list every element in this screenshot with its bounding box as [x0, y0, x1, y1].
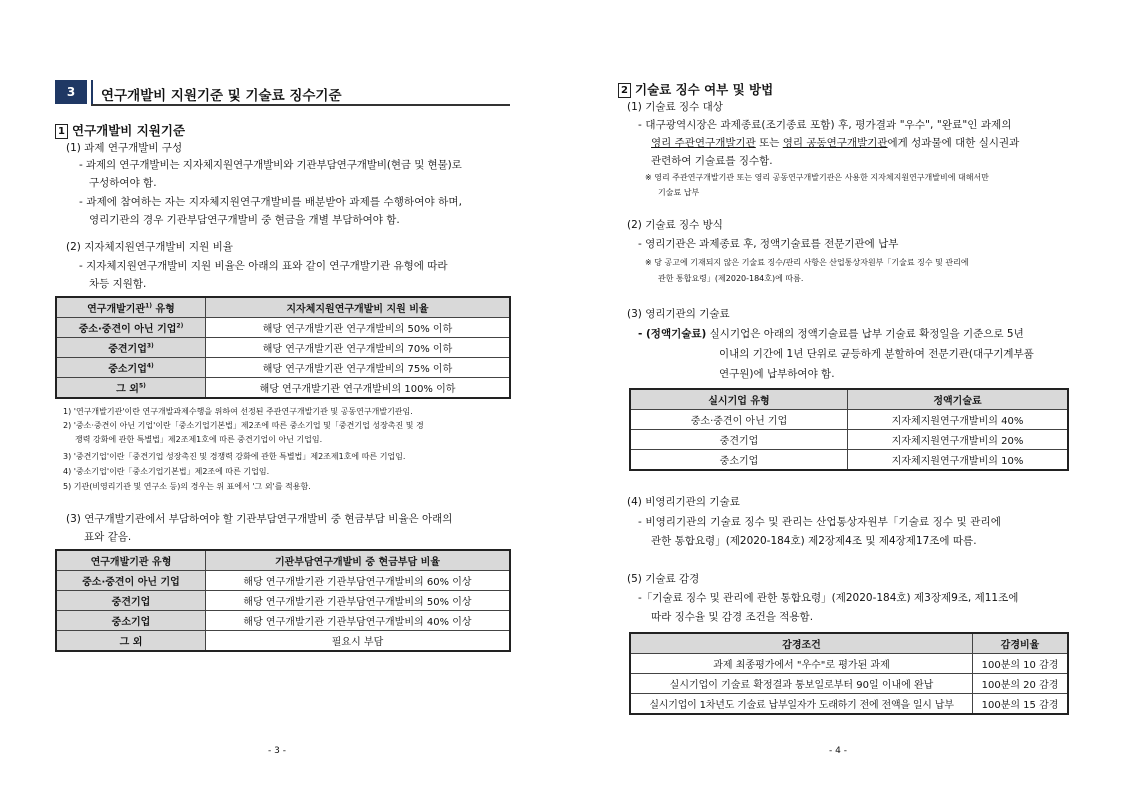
table1-cell-type: 중소기업$^{4)}$ [56, 358, 206, 378]
table-row [56, 611, 510, 631]
table3-cell-fee: 지자체지원연구개발비의 10% [848, 450, 1069, 471]
subsection-1-number: 1 [55, 124, 68, 139]
table1-cell-type: 중견기업$^{3)}$ [56, 338, 206, 358]
section-underline [91, 104, 510, 106]
p3-heading-line2: 표와 같음. [84, 531, 132, 543]
section-title: 연구개발비 지원기준 및 기술료 징수기준 [101, 88, 342, 104]
table-row [56, 358, 510, 378]
q1-bullet-line3: 관련하여 기술료를 징수함. [651, 155, 773, 167]
q4-bullet-line1: - 비영리기관의 기술료 징수 및 관리는 산업통상자원부「기술료 징수 및 관리에 [638, 516, 1001, 528]
table2-cell-rate: 해당 연구개발기관 기관부담연구개발비의 50% 이상 [206, 591, 511, 611]
footnote-2-line1: 2) '중소·중견이 아닌 기업'이란「중소기업기본법」제2조에 따른 중소기업 및「중견기업 성장촉진 및 경 [63, 421, 424, 430]
table1-cell-rate: 해당 연구개발기관 연구개발비의 75% 이하 [206, 358, 511, 378]
table-row [630, 430, 1068, 450]
p1-bullet2-line1: - 과제에 참여하는 자는 지자체지원연구개발비를 배분받아 과제를 수행하여야 하며, [79, 196, 463, 208]
q2-note-line2: 관한 통합요령」(제2020-184호)에 따름. [658, 274, 804, 283]
footnote-5: 5) 기관(비영리기관 및 연구소 등)의 경우는 위 표에서 '그 외'를 적용함. [63, 482, 311, 491]
q4-bullet-line2: 관한 통합요령」(제2020-184호) 제2장제4조 및 제4장제17조에 따름. [651, 535, 977, 547]
page-4 [561, 0, 1123, 793]
table3-cell-type: 중견기업 [630, 430, 848, 450]
section-bar [91, 80, 93, 106]
q4-heading: (4) 비영리기관의 기술료 [627, 496, 740, 508]
table2-header-type: 연구개발기관 유형 [56, 550, 206, 571]
page-number: - 3 - [268, 746, 286, 756]
subsection-1-heading [55, 121, 185, 139]
footnote-2-line2: 쟁력 강화에 관한 특별법」제2조제1호에 따른 중견기업이 아닌 기업임. [75, 435, 323, 444]
q1-bullet-line2: 영리 주관연구개발기관 또는 영리 공동연구개발기관에게 성과물에 대한 실시권과 [651, 137, 1020, 149]
subsection-2-title: 기술료 징수 여부 및 방법 [635, 82, 774, 97]
table1-header-rate: 지자체지원연구개발비 지원 비율 [206, 297, 511, 318]
q1-note-line2: 기술료 납부 [658, 188, 700, 197]
table-row [56, 318, 510, 338]
footnote-4: 4) '중소기업'이란「중소기업기본법」제2조에 따른 기업임. [63, 467, 270, 476]
page-3 [0, 0, 561, 793]
subsection-2-number: 2 [618, 83, 631, 98]
table1-cell-rate: 해당 연구개발기관 연구개발비의 50% 이하 [206, 318, 511, 338]
q1-bullet-line1: - 대구광역시장은 과제종료(조기종료 포함) 후, 평가결과 "우수", "완료"인 과제의 [638, 119, 1012, 131]
table1-header-type: 연구개발기관$^{1)}$ 유형 [56, 297, 206, 318]
table-row [630, 450, 1068, 471]
q5-bullet-line2: 따라 징수율 및 감경 조건을 적용함. [651, 611, 814, 623]
q3-heading: (3) 영리기관의 기술료 [627, 308, 730, 320]
table2-cell-rate: 필요시 부담 [206, 631, 511, 652]
cash-ratio-table [55, 549, 511, 652]
table1-cell-rate: 해당 연구개발기관 연구개발비의 100% 이하 [206, 378, 511, 399]
q3-bullet-line2: 이내의 기간에 1년 단위로 균등하게 분할하여 전문기관(대구기계부품 [719, 348, 1034, 360]
table2-header-rate: 기관부담연구개발비 중 현금부담 비율 [206, 550, 511, 571]
footnote-1: 1) '연구개발기관'이란 연구개발과제수행을 위하여 선정된 주관연구개발기관 및 공동연구개발기관임. [63, 407, 413, 416]
table2-cell-type: 중소·중견이 아닌 기업 [56, 571, 206, 591]
table2-cell-rate: 해당 연구개발기관 기관부담연구개발비의 60% 이상 [206, 571, 511, 591]
table-row [56, 571, 510, 591]
reduction-table [629, 632, 1069, 715]
table-row [630, 654, 1068, 674]
table4-header-ratio: 감경비율 [973, 633, 1069, 654]
table3-header-fee: 정액기술료 [848, 389, 1069, 410]
table4-cell-ratio: 100분의 10 감경 [973, 654, 1069, 674]
table3-header-type: 실시기업 유형 [630, 389, 848, 410]
support-ratio-table [55, 296, 511, 399]
p1-bullet1-line2: 구성하여야 함. [89, 177, 157, 189]
q1-heading: (1) 기술료 징수 대상 [627, 101, 723, 113]
fee-table [629, 388, 1069, 471]
q2-heading: (2) 기술료 징수 방식 [627, 219, 723, 231]
table3-cell-fee: 지자체지원연구개발비의 40% [848, 410, 1069, 430]
table2-cell-type: 그 외 [56, 631, 206, 652]
p1-heading: (1) 과제 연구개발비 구성 [66, 142, 183, 154]
table3-cell-fee: 지자체지원연구개발비의 20% [848, 430, 1069, 450]
p1-bullet2-line2: 영리기관의 경우 기관부담연구개발비 중 현금을 개별 부담하여야 함. [89, 214, 400, 226]
table1-cell-rate: 해당 연구개발기관 연구개발비의 70% 이하 [206, 338, 511, 358]
subsection-1-title: 연구개발비 지원기준 [72, 123, 186, 138]
p3-heading-line1: (3) 연구개발기관에서 부담하여야 할 기관부담연구개발비 중 현금부담 비율은 아래의 [66, 513, 453, 525]
table-row [630, 694, 1068, 715]
table-row [56, 591, 510, 611]
table2-cell-type: 중소기업 [56, 611, 206, 631]
table-row [56, 631, 510, 652]
q2-note-line1: ※ 당 공고에 기재되지 않은 기술료 징수/관리 사항은 산업통상자원부「기술료 징수 및 관리에 [645, 258, 969, 267]
table-row [56, 378, 510, 399]
p2-bullet1-line2: 차등 지원함. [89, 278, 147, 290]
table4-cell-cond: 실시기업이 1차년도 기술료 납부일자가 도래하기 전에 전액을 일시 납부 [630, 694, 973, 715]
q3-bullet-line1: - (정액기술료) 실시기업은 아래의 정액기술료를 납부 기술료 확정일을 기준으로 5년 [638, 328, 1024, 340]
page-number: - 4 - [829, 746, 847, 756]
table-row [56, 338, 510, 358]
p2-bullet1-line1: - 지자체지원연구개발비 지원 비율은 아래의 표와 같이 연구개발기관 유형에 따라 [79, 260, 448, 272]
table2-cell-rate: 해당 연구개발기관 기관부담연구개발비의 40% 이상 [206, 611, 511, 631]
section-number: 3 [55, 80, 87, 104]
table1-cell-type: 중소·중견이 아닌 기업$^{2)}$ [56, 318, 206, 338]
table3-cell-type: 중소·중견이 아닌 기업 [630, 410, 848, 430]
table1-cell-type: 그 외$^{5)}$ [56, 378, 206, 399]
table4-cell-cond: 실시기업이 기술료 확정결과 통보일로부터 90일 이내에 완납 [630, 674, 973, 694]
p2-heading: (2) 지자체지원연구개발비 지원 비율 [66, 241, 233, 253]
q1-note-line1: ※ 영리 주관연구개발기관 또는 영리 공동연구개발기관은 사용한 지자체지원연구개발비에 대해서만 [645, 173, 989, 182]
table-row [630, 410, 1068, 430]
table4-cell-ratio: 100분의 20 감경 [973, 674, 1069, 694]
table4-header-cond: 감경조건 [630, 633, 973, 654]
p1-bullet1-line1: - 과제의 연구개발비는 지자체지원연구개발비와 기관부담연구개발비(현금 및 현물)로 [79, 159, 462, 171]
q2-bullet: - 영리기관은 과제종료 후, 정액기술료를 전문기관에 납부 [638, 238, 899, 250]
q5-heading: (5) 기술료 감경 [627, 573, 700, 585]
table2-cell-type: 중견기업 [56, 591, 206, 611]
q3-bullet-line3: 연구원)에 납부하여야 함. [719, 368, 835, 380]
footnote-3: 3) '중견기업'이란「중견기업 성장촉진 및 경쟁력 강화에 관한 특별법」제2조제1호에 따른 기업임. [63, 452, 406, 461]
table4-cell-cond: 과제 최종평가에서 "우수"로 평가된 과제 [630, 654, 973, 674]
subsection-2-heading [618, 80, 773, 98]
table-row [630, 674, 1068, 694]
q5-bullet-line1: -「기술료 징수 및 관리에 관한 통합요령」(제2020-184호) 제3장제9조, 제11조에 [638, 592, 1019, 604]
table4-cell-ratio: 100분의 15 감경 [973, 694, 1069, 715]
table3-cell-type: 중소기업 [630, 450, 848, 471]
